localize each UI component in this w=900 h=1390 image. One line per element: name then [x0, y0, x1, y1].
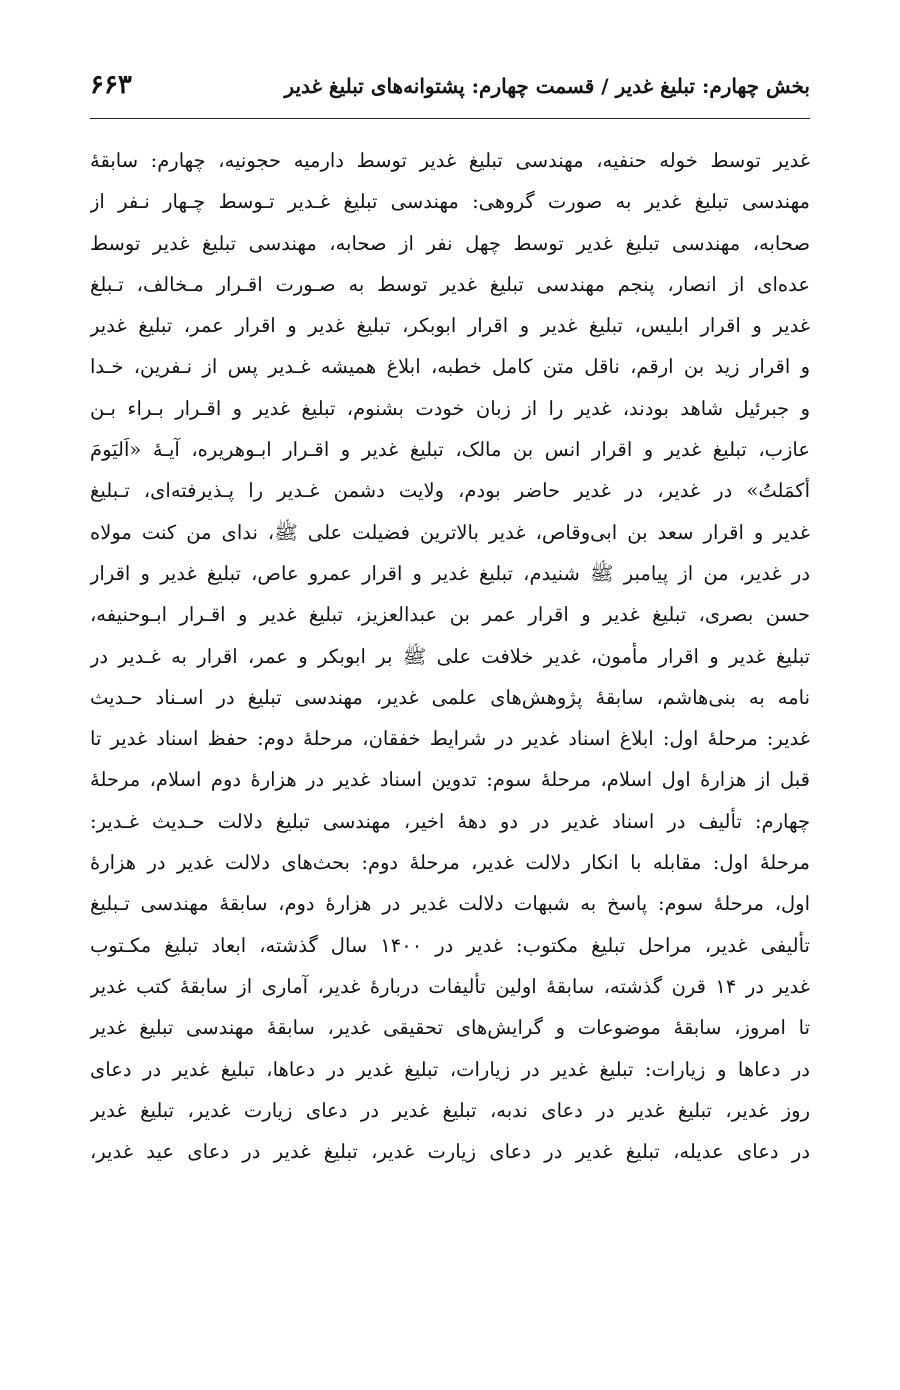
page-number: ۶۶۳ — [90, 70, 132, 100]
text-line: حسن بصری، تبلیغ غدیر و اقرار عمر بن عبدالعزیز، تبلیغ غدیر و اقـرار ابـوحنیفه، — [90, 603, 810, 627]
text-line: عده‌ای از انصار، پنجم مهندسی تبلیغ غدیر توسط به صـورت اقـرار مـخالف، تـبلغ — [90, 272, 810, 296]
text-line: صحابه، مهندسی تبلیغ غدیر توسط چهل نفر از صحابه، مهندسی تبلیغ غدیر توسط — [90, 231, 810, 255]
body-text — [90, 140, 810, 1172]
text-line: و جبرئیل شاهد بودند، غدیر را از زبان خودت بشنوم، تبلیغ غدیر و اقـرار بـراء بـن — [90, 396, 810, 420]
text-line: تألیفی غدیر، مراحل تبلیغ مکتوب: غدیر در ۱۴۰۰ سال گذشته، ابعاد تبلیغ مکـتوب — [90, 933, 810, 957]
page-header — [90, 72, 810, 108]
text-line: تا امروز، سابقۀ موضوعات و گرایش‌های تحقیقی غدیر، سابقۀ مهندسی تبلیغ غدیر — [90, 1016, 810, 1040]
text-line: عازب، تبلیغ غدیر و اقرار انس بن مالک، تبلیغ غدیر و اقـرار ابـوهریره، آیـۀ «اَلیَومَ — [90, 438, 810, 462]
text-line: غدیر و اقرار سعد بن ابی‌وقاص، غدیر بالاترین فضیلت علی ﷺ، ندای من کنت مولاه — [90, 520, 810, 544]
text-line: در دعاها و زیارات: تبلیغ غدیر در زیارات، تبلیغ غدیر در دعاها، تبلیغ غدیر در دعای — [90, 1057, 810, 1081]
running-title: بخش چهارم: تبلیغ غدیر / قسمت چهارم: پشتوانه‌های تبلیغ غدیر — [284, 74, 810, 98]
text-line: مهندسی تبلیغ غدیر به صورت گروهی: مهندسی تبلیغ غـدیر تـوسط چـهار نـفر از — [90, 190, 810, 214]
text-line: أکمَلتُ» در غدیر، در غدیر حاضر بودم، ولایت دشمن غـدیر را پـذیرفته‌ای، تـبلیغ — [90, 479, 810, 503]
text-line: غدیر: مرحلۀ اول: ابلاغ اسناد غدیر در شرایط خفقان، مرحلۀ دوم: حفظ اسناد غدیر تا — [90, 727, 810, 751]
text-line: اول، مرحلۀ سوم: پاسخ به شبهات دلالت غدیر در هزارۀ دوم، سابقۀ مهندسی تـبلیغ — [90, 892, 810, 916]
text-line: روز غدیر، تبلیغ غدیر در دعای ندبه، تبلیغ غدیر در دعای زیارت غدیر، تبلیغ غدیر — [90, 1098, 810, 1122]
text-line: غدیر و اقرار ابلیس، تبلیغ غدیر و اقرار ابوبکر، تبلیغ غدیر و اقرار عمر، تبلیغ غدیر — [90, 314, 810, 338]
header-divider — [90, 118, 810, 119]
text-line: در دعای عدیله، تبلیغ غدیر در دعای زیارت غدیر، تبلیغ غدیر در دعای عید غدیر، — [90, 1140, 810, 1164]
text-line: و اقرار زید بن ارقم، ناقل متن کامل خطبه، ابلاغ همیشه غـدیر پس از نـفرین، خـدا — [90, 355, 810, 379]
text-line: مرحلۀ اول: مقابله با انکار دلالت غدیر، مرحلۀ دوم: بحث‌های دلالت غدیر در هزارۀ — [90, 851, 810, 875]
text-line: غدیر توسط خوله حنفیه، مهندسی تبلیغ غدیر توسط دارمیه حجونیه، چهارم: سابقۀ — [90, 149, 810, 172]
text-line: تبلیغ غدیر و اقرار مأمون، غدیر خلافت علی ﷺ بر ابوبکر و عمر، اقرار به غـدیر در — [90, 644, 810, 668]
text-line: نامه به بنی‌هاشم، سابقۀ پژوهش‌های علمی غدیر، مهندسی تبلیغ در اسـناد حـدیث — [90, 685, 810, 709]
text-line: غدیر در ۱۴ قرن گذشته، سابقۀ اولین تألیفات دربارۀ غدیر، آماری از سابقۀ کتب غدیر — [90, 974, 810, 998]
text-line: در غدیر، من از پیامبر ﷺ شنیدم، تبلیغ غدیر و اقرار عمرو عاص، تبلیغ غدیر و اقرار — [90, 561, 810, 585]
text-line: چهارم: تألیف در اسناد غدیر در دو دهۀ اخیر، مهندسی تبلیغ دلالت حـدیث غـدیر: — [90, 809, 810, 833]
text-line: قبل از هزارۀ اول اسلام، مرحلۀ سوم: تدوین اسناد غدیر در هزارۀ دوم اسلام، مرحلۀ — [90, 768, 810, 792]
